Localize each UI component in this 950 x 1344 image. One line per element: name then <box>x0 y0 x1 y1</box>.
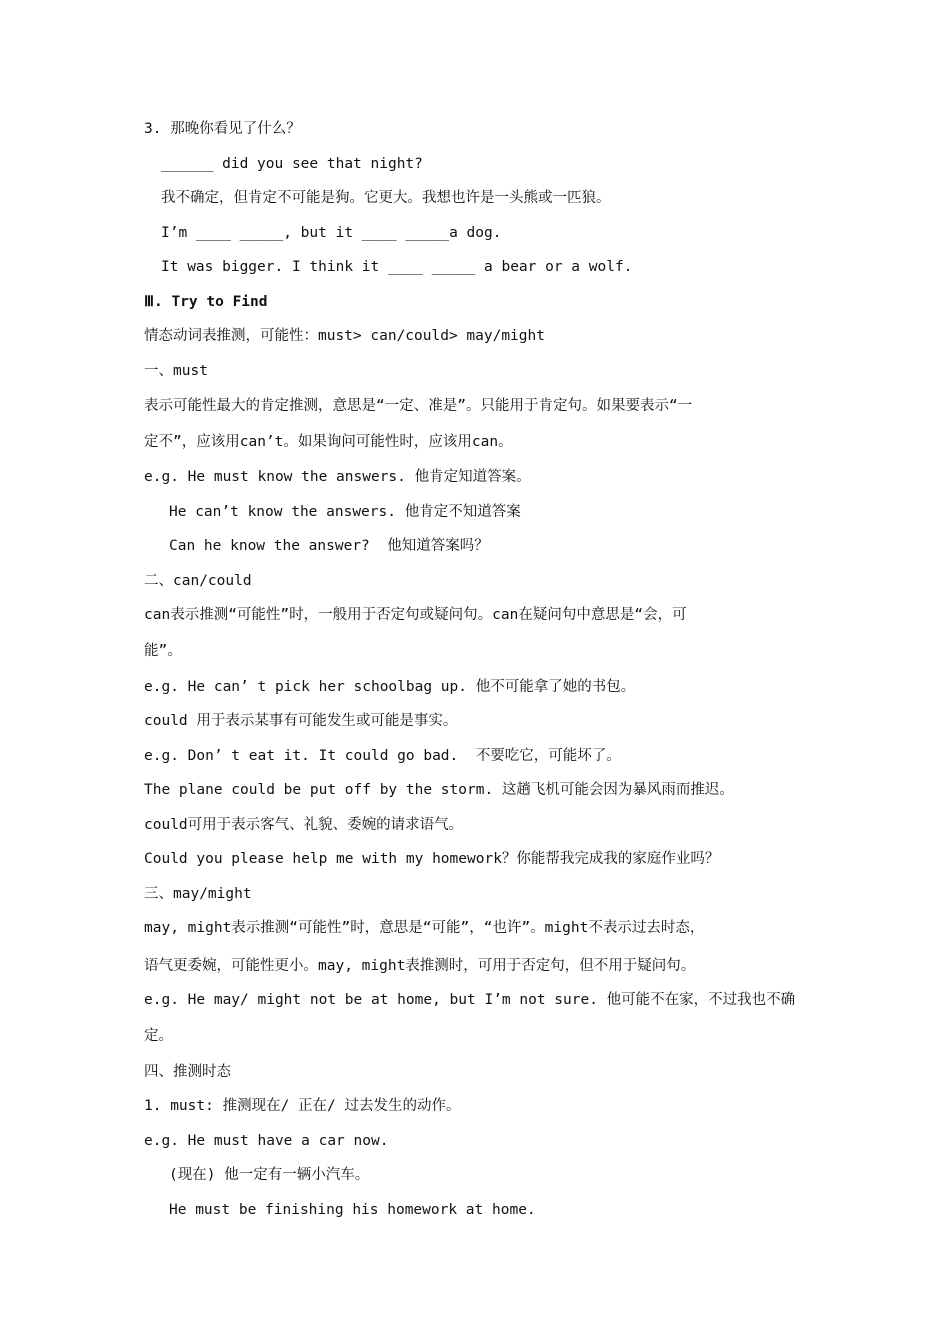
can-example: e.g. He can’ t pick her schoolbag up. 他不可能拿了她的书包。 <box>144 679 636 695</box>
tense-must-desc: 1. must: 推测现在/ 正在/ 过去发生的动作。 <box>144 1098 461 1114</box>
document-page <box>144 0 824 1344</box>
must-desc-2: 定不”，应该用can’t。如果询问可能性时，应该用can。 <box>144 434 513 450</box>
must-example-1: e.g. He must know the answers. 他肯定知道答案。 <box>144 469 531 485</box>
must-example-3: Can he know the answer? 他知道答案吗？ <box>169 538 489 554</box>
question-3-en: ______ did you see that night? <box>161 156 423 172</box>
may-example-2: 定。 <box>144 1028 173 1044</box>
subheading-may-might: 三、may/might <box>144 886 252 902</box>
could-polite-desc: could可用于表示客气、礼貌、委婉的请求语气。 <box>144 817 464 833</box>
must-desc-1: 表示可能性最大的肯定推测，意思是“一定、准是”。只能用于肯定句。如果要表示“一 <box>144 398 693 414</box>
could-example-2: The plane could be put off by the storm. 这趟飞机可能会因为暴风雨而推迟。 <box>144 782 734 798</box>
answer-cn: 我不确定，但肯定不可能是狗。它更大。我想也许是一头熊或一匹狼。 <box>161 190 611 206</box>
question-3-cn: 3. 那晚你看见了什么？ <box>144 121 301 137</box>
must-example-2: He can’t know the answers. 他肯定不知道答案 <box>169 504 521 520</box>
tense-example-1: e.g. He must have a car now. <box>144 1133 389 1149</box>
subheading-can-could: 二、can/could <box>144 573 252 589</box>
can-desc-2: 能”。 <box>144 643 182 659</box>
tense-example-1-cn: (现在) 他一定有一辆小汽车。 <box>169 1167 370 1183</box>
modal-intro: 情态动词表推测，可能性：must> can/could> may/might <box>144 328 545 344</box>
answer-en-1: I’m ____ _____, but it ____ _____a dog. <box>161 225 502 241</box>
can-desc-1: can表示推测“可能性”时，一般用于否定句或疑问句。can在疑问句中意思是“会，可 <box>144 607 687 623</box>
could-desc: could 用于表示某事有可能发生或可能是事实。 <box>144 713 458 729</box>
answer-en-2: It was bigger. I think it ____ _____ a bear or a wolf. <box>161 259 633 275</box>
section-heading: Ⅲ. Try to Find <box>144 294 268 310</box>
could-example-1: e.g. Don’ t eat it. It could go bad. 不要吃它，可能坏了。 <box>144 748 621 764</box>
tense-example-2: He must be finishing his homework at home. <box>169 1202 536 1218</box>
subheading-tense: 四、推测时态 <box>144 1064 231 1080</box>
may-desc-1: may, might表示推测“可能性”时，意思是“可能”，“也许”。might不表示过去时态， <box>144 920 705 936</box>
may-desc-2: 语气更委婉，可能性更小。may, might表推测时，可用于否定句，但不用于疑问句。 <box>144 958 696 974</box>
could-polite-example: Could you please help me with my homework？你能帮我完成我的家庭作业吗？ <box>144 851 720 867</box>
subheading-must: 一、must <box>144 363 208 379</box>
may-example-1: e.g. He may/ might not be at home, but I’m not sure. 他可能不在家，不过我也不确 <box>144 992 796 1008</box>
